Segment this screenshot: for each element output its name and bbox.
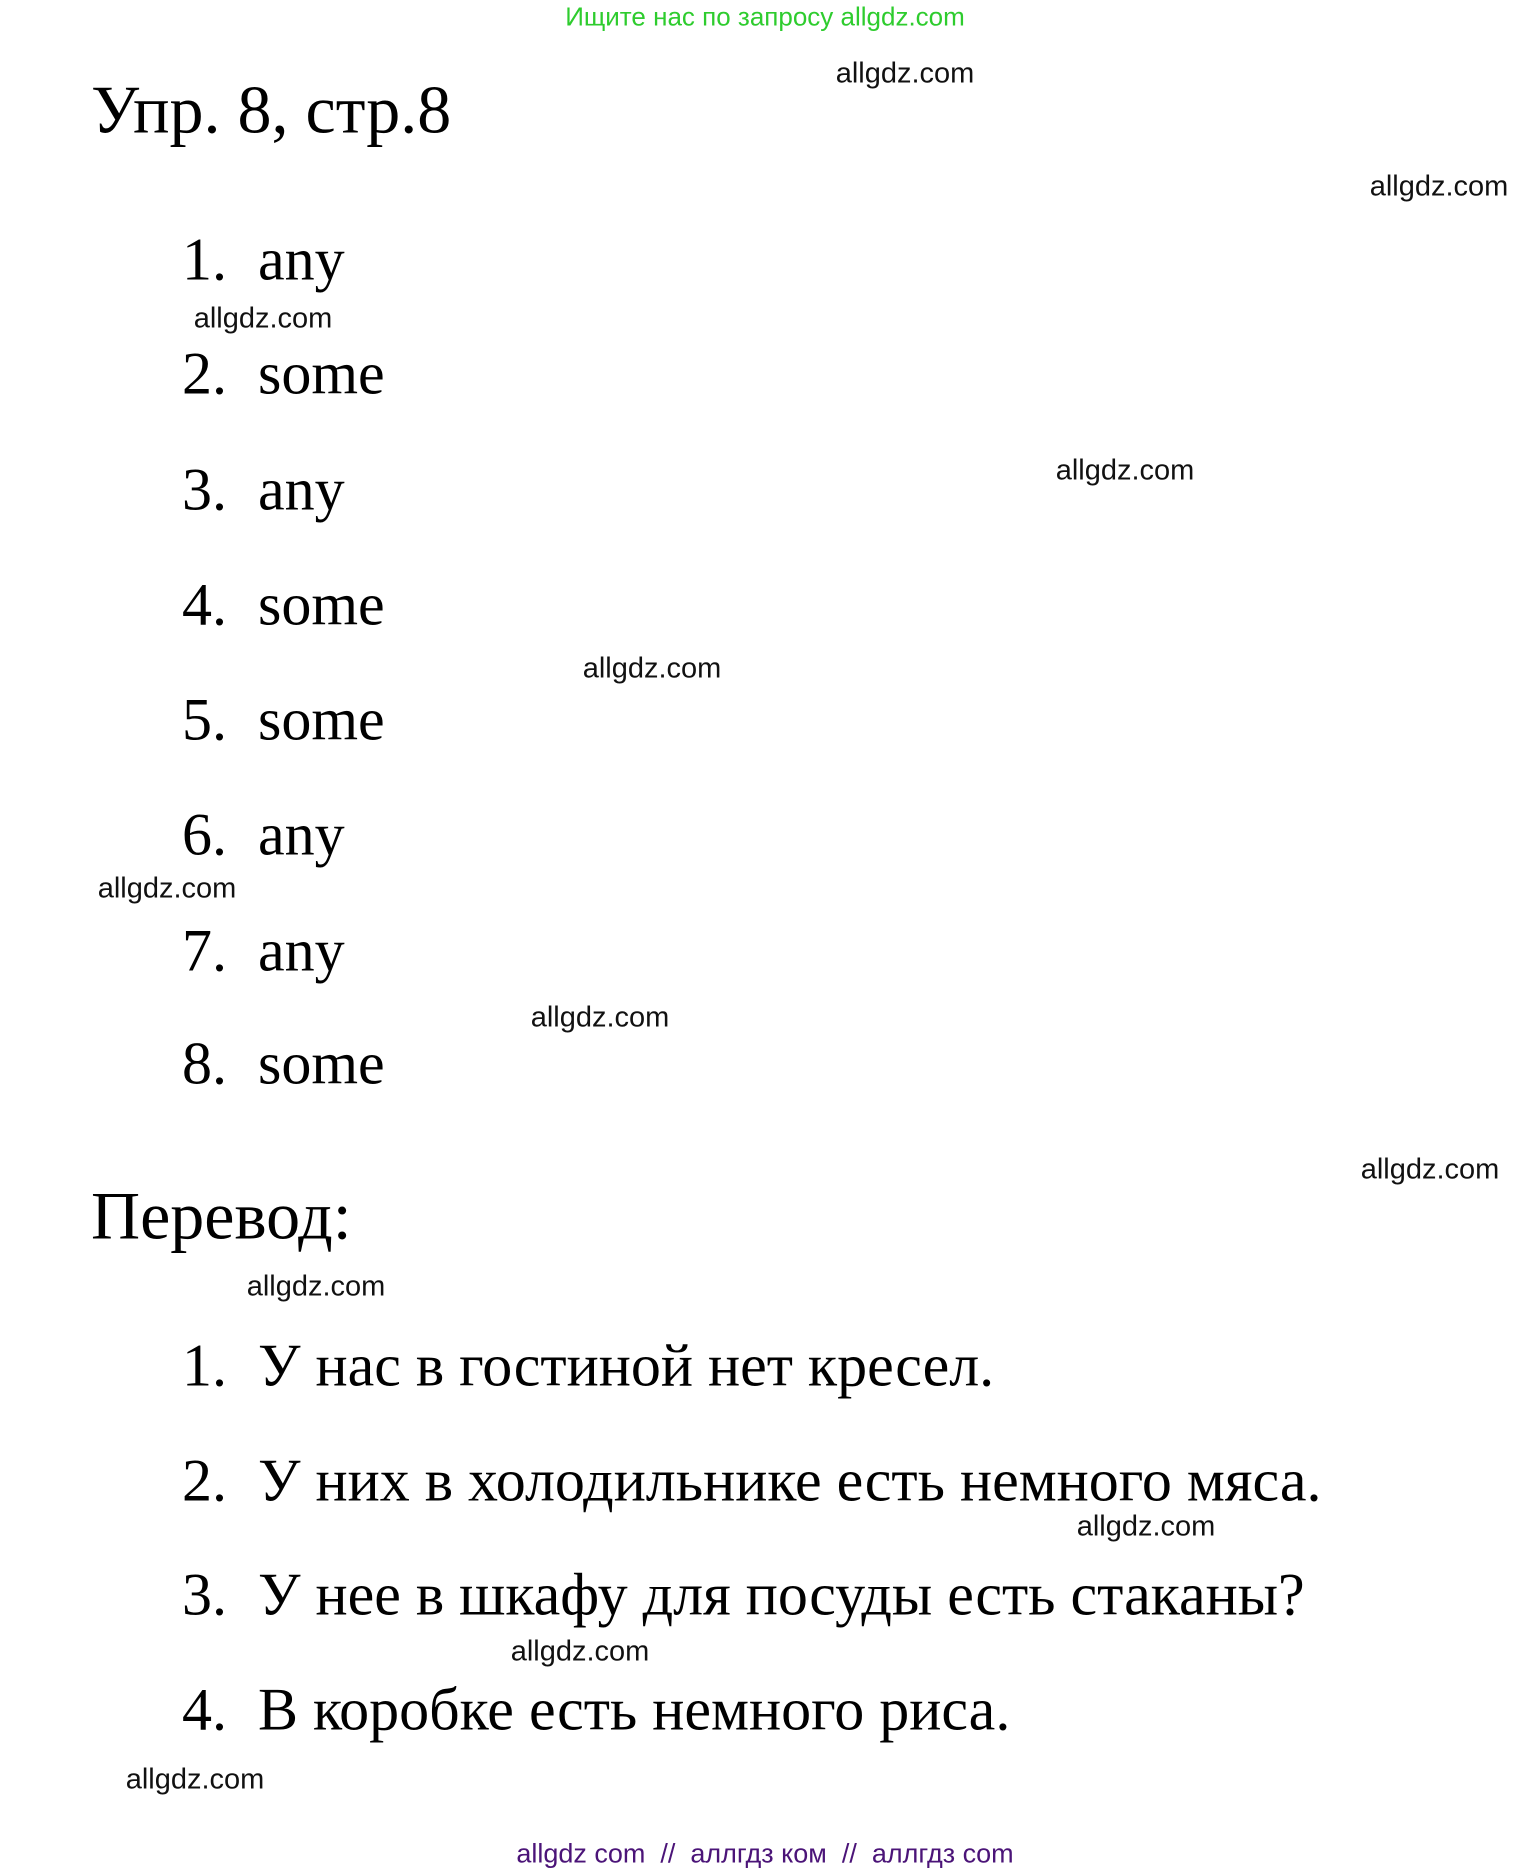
list-item bbox=[182, 1332, 994, 1401]
page-title: Упр. 8, стр.8 bbox=[91, 71, 452, 148]
item-text: В коробке есть немного риса. bbox=[258, 1676, 1011, 1743]
list-item bbox=[182, 917, 345, 986]
watermark: allgdz.com bbox=[97, 872, 237, 905]
list-item bbox=[182, 801, 345, 870]
item-text: У них в холодильнике есть немного мяса. bbox=[258, 1447, 1322, 1514]
item-number: 8. bbox=[182, 1030, 227, 1097]
item-number: 4. bbox=[182, 1676, 227, 1743]
item-number: 3. bbox=[182, 456, 227, 523]
item-number: 1. bbox=[182, 1332, 227, 1399]
list-item bbox=[182, 456, 345, 525]
watermark: allgdz.com bbox=[1360, 1153, 1500, 1186]
item-text: У нее в шкафу для посуды есть стаканы? bbox=[258, 1561, 1305, 1628]
top-banner: Ищите нас по запросу allgdz.com bbox=[565, 1, 965, 32]
item-number: 4. bbox=[182, 571, 227, 638]
watermark: allgdz.com bbox=[835, 57, 975, 90]
footer: allgdz com // аллгдз ком // аллгдз com bbox=[516, 1838, 1014, 1869]
list-item bbox=[182, 1561, 1305, 1630]
watermark: allgdz.com bbox=[1055, 454, 1195, 487]
list-item bbox=[182, 1676, 1010, 1745]
item-text: У нас в гостиной нет кресел. bbox=[258, 1332, 995, 1399]
item-text: some bbox=[258, 571, 385, 638]
item-text: any bbox=[258, 456, 345, 523]
watermark: allgdz.com bbox=[193, 302, 333, 335]
item-text: any bbox=[258, 917, 345, 984]
list-item bbox=[182, 1030, 385, 1099]
item-number: 7. bbox=[182, 917, 227, 984]
watermark: allgdz.com bbox=[510, 1635, 650, 1668]
item-number: 5. bbox=[182, 686, 227, 753]
list-item bbox=[182, 571, 385, 640]
item-text: some bbox=[258, 686, 385, 753]
translation-heading: Перевод: bbox=[91, 1177, 352, 1254]
watermark: allgdz.com bbox=[530, 1001, 670, 1034]
list-item bbox=[182, 340, 385, 409]
item-number: 2. bbox=[182, 340, 227, 407]
watermark: allgdz.com bbox=[1076, 1510, 1216, 1543]
list-item bbox=[182, 226, 345, 295]
item-text: any bbox=[258, 226, 345, 293]
watermark: allgdz.com bbox=[1369, 170, 1509, 203]
list-item bbox=[182, 1447, 1321, 1516]
item-text: some bbox=[258, 1030, 385, 1097]
item-number: 1. bbox=[182, 226, 227, 293]
item-number: 2. bbox=[182, 1447, 227, 1514]
item-number: 6. bbox=[182, 801, 227, 868]
item-text: any bbox=[258, 801, 345, 868]
item-number: 3. bbox=[182, 1561, 227, 1628]
watermark: allgdz.com bbox=[246, 1270, 386, 1303]
watermark: allgdz.com bbox=[125, 1763, 265, 1796]
watermark: allgdz.com bbox=[582, 652, 722, 685]
item-text: some bbox=[258, 340, 385, 407]
list-item bbox=[182, 686, 385, 755]
